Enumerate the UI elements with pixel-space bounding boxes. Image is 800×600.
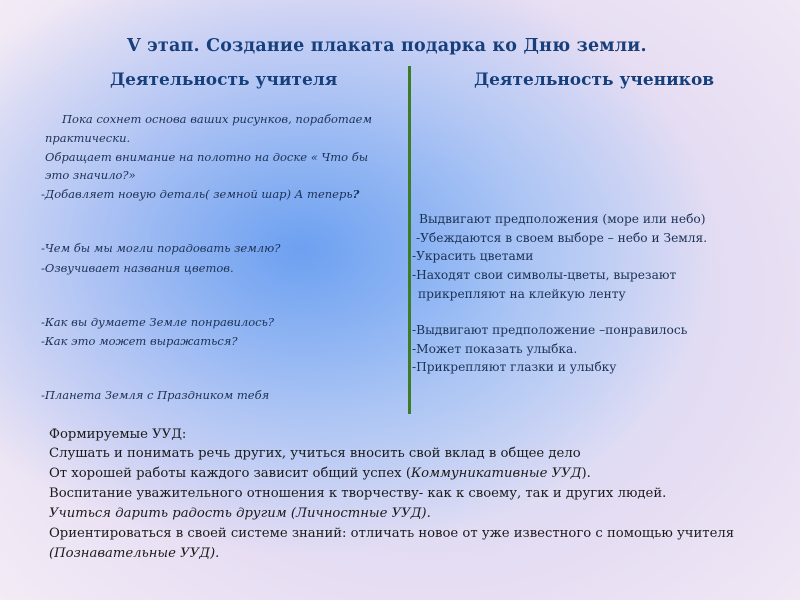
uud-line: (Познавательные УУД). [49,546,220,561]
uud-line-text: От хорошей работы каждого зависит общий успех ( [49,466,411,481]
students-column-header: Деятельность учеников [474,70,715,90]
uud-line: Воспитание уважительного отношения к творчеству- как к своему, так и других людей. [49,486,667,501]
student-line: -Может показать улыбка. [412,342,578,356]
uud-heading: Формируемые УУД: [49,427,187,442]
uud-line-emphasis: Коммуникативные УУД [410,466,582,481]
student-line: -Украсить цветами [412,249,534,263]
teacher-line: практически. [45,131,131,145]
teacher-line-text: -Добавляет новую деталь( земной шар) А теперь [41,187,353,201]
student-line: Выдвигают предположения (море или небо) [419,212,706,226]
student-line: -Находят свои символы-цветы, вырезают [412,268,677,282]
column-divider [408,66,411,414]
uud-line [49,466,591,481]
uud-line: Учиться дарить радость другим (Личностные УУД). [49,506,431,521]
teacher-line: -Как вы думаете Земле понравилось? [41,315,275,329]
teacher-column-header: Деятельность учителя [110,70,338,90]
uud-line-text: ). [581,466,591,481]
uud-line: Слушать и понимать речь других, учиться вносить свой вклад в общее дело [49,446,581,461]
teacher-line-mark: ? [352,187,360,201]
teacher-line: -Как это может выражаться? [41,334,238,348]
student-line: -Прикрепляют глазки и улыбку [412,360,617,374]
student-line: -Выдвигают предположение –понравилось [412,323,688,337]
teacher-line [41,187,359,201]
slide-title: V этап. Создание плаката подарка ко Дню земли. [127,36,647,56]
teacher-line: -Озвучивает названия цветов. [41,261,234,275]
teacher-line: -Чем бы мы могли порадовать землю? [41,241,281,255]
student-line: -Убеждаются в своем выборе – небо и Земля. [416,231,708,245]
uud-line: Ориентироваться в своей системе знаний: отличать новое от уже известного с помощью учителя [49,526,735,541]
teacher-line: -Планета Земля с Праздником тебя [41,388,270,402]
student-line: прикрепляют на клейкую ленту [418,287,626,301]
teacher-line: это значило?» [45,168,136,182]
teacher-line: Пока сохнет основа ваших рисунков, поработаем [62,112,373,126]
teacher-line: Обращает внимание на полотно на доске « Что бы [45,150,369,164]
